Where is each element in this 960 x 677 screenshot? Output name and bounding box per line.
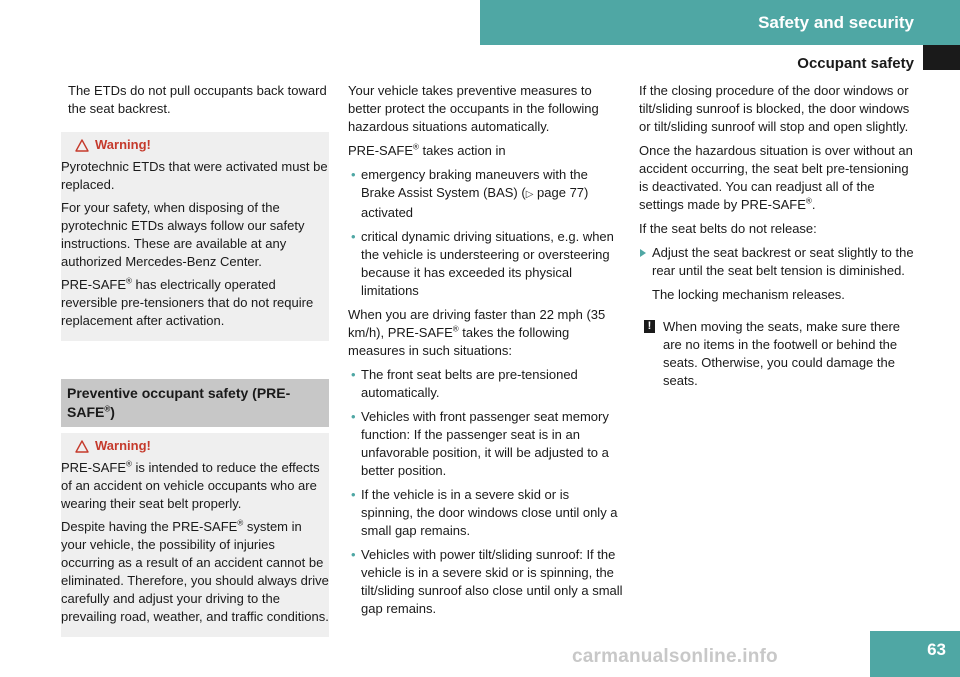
note-text: When moving the seats, make sure there are no items in the footwell or behind the seats. Otherwise, you could damage the seats. [663,319,901,388]
registered-mark: ® [126,276,132,286]
text-run: PRE-SAFE [348,143,414,158]
text-run: When you are driving faster than 22 mph (35 km/h), PRE-SAFE [348,307,606,340]
instruction-step [639,244,917,280]
list-item: • Vehicles with power tilt/sliding sunroof: If the vehicle is in a severe skid or is spinning, the tilt/sliding sunroof also close until only a small gap remains. [348,546,624,618]
paragraph: If the seat belts do not release: [639,221,817,236]
registered-mark: ® [237,518,244,528]
warning-box-pre-safe [61,433,329,637]
list-item: • Vehicles with front passenger seat memory function: If the passenger seat is in an unfavorable position, it will be adjusted to a better position. [348,408,624,480]
text-run: Once the hazardous situation is over without an accident occurring, the seat belt pre-tensioning is deactivated. You can readjust all of the settings made by PRE-SAFE [639,143,913,212]
warning-heading [61,437,329,455]
text-run: Preventive occupant safety (PRE-SAFE [67,385,291,420]
page-reference-link[interactable]: page 77 [537,185,585,200]
list-item: • critical dynamic driving situations, e.g. when the vehicle is understeering or oversteering because it has exceeded its physical limitations [348,228,624,300]
warning-text: For your safety, when disposing of the pyrotechnic ETDs always follow our safety instructions. These are available at any authorized Mercedes-Benz Center. [61,200,305,269]
list-item [348,166,624,222]
text-run: ) [110,404,115,420]
warning-triangle-icon [75,139,89,152]
text-run: has electrically operated reversible pre-tensioners that do not require replacement after activation. [61,277,314,328]
page-number: 63 [870,631,960,677]
text-run: is intended to reduce the effects of an accident on vehicle occupants who are wearing their seat belt properly. [61,460,320,511]
section-heading-pre-safe [61,379,329,427]
note [639,318,917,390]
text-run: Despite having the PRE-SAFE [61,519,238,534]
step-text: Adjust the seat backrest or seat slightly to the rear until the seat belt tension is diminished. [652,245,914,278]
exclamation-icon: ! [644,320,655,333]
column-left [61,82,329,651]
warning-triangle-icon [75,440,89,453]
warning-text [61,276,329,330]
triangle-right-icon [640,249,646,257]
registered-mark: ® [413,142,419,152]
measures-list [348,366,624,618]
lead-paragraph: The ETDs do not pull occupants back toward the seat backrest. [68,83,327,116]
list-item: • If the vehicle is in a severe skid or is spinning, the door windows close until only a small gap remains. [348,486,624,540]
text-run: emergency braking maneuvers with the Brake Assist System (BAS) ( [361,167,588,200]
text-run: PRE-SAFE [61,460,127,475]
text-run: . [811,197,816,212]
page-subtitle: Occupant safety [797,55,914,72]
step-result: The locking mechanism releases. [652,287,845,302]
header-marker [923,45,960,70]
column-middle [348,82,624,624]
warning-text: Pyrotechnic ETDs that were activated must be replaced. [61,159,328,192]
paragraph [348,142,624,160]
warning-box-etd [61,132,329,341]
registered-mark: ® [104,404,111,414]
text-run: system in your vehicle, the possibility of injuries occurring as a result of an accident cannot be eliminated. Therefore, you should always drive carefully and adjust your driving to the prevailing road, weather, and traffic conditions. [61,519,329,624]
paragraph: If the closing procedure of the door windows or tilt/sliding sunroof is blocked, the door windows or tilt/sliding sunroof will stop and open slightly. [639,83,910,134]
warning-heading [61,136,329,154]
list-item: • The front seat belts are pre-tensioned automatically. [348,366,624,402]
registered-mark: ® [805,196,812,206]
situation-list [348,166,624,300]
text-run: PRE-SAFE [61,277,127,292]
warning-title: Warning! [95,137,151,152]
text-run: ) activated [361,185,589,220]
header-section-tab [480,0,960,45]
registered-mark: ® [452,324,459,334]
watermark: carmanualsonline.info [572,646,778,667]
paragraph [348,306,624,360]
text-run: takes the following measures in such situations: [348,325,570,358]
triangle-right-icon: ▷ [525,189,534,200]
registered-mark: ® [126,459,132,469]
warning-title: Warning! [95,438,151,453]
warning-text [61,459,329,513]
paragraph: Your vehicle takes preventive measures to better protect the occupants in the following hazardous situations automatically. [348,83,599,134]
warning-text [61,518,329,626]
text-run: takes action in [418,143,506,158]
column-right [639,82,917,396]
paragraph [639,142,917,214]
section-title: Safety and security [758,13,914,32]
